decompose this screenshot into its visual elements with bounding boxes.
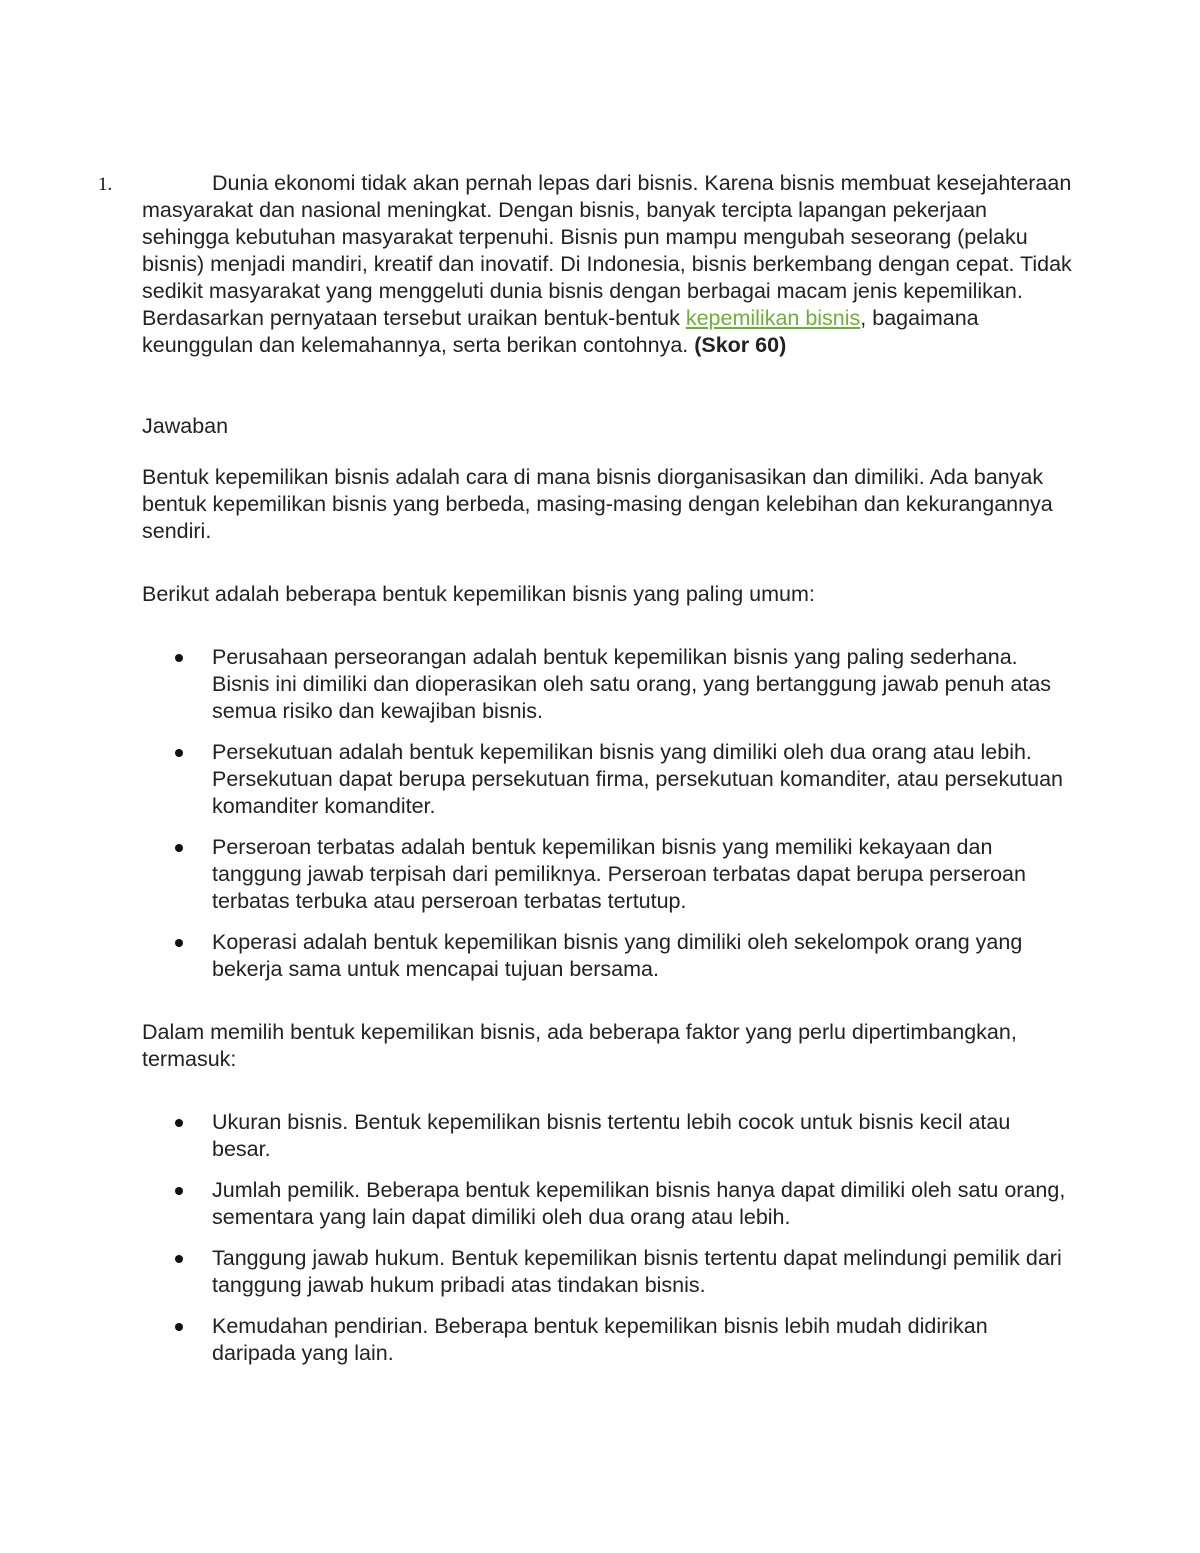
list-item: Perusahaan perseorangan adalah bentuk kepemilikan bisnis yang paling sederhana. Bisnis ini dimiliki dan dioperasikan oleh satu orang, yang bertanggung jawab penuh atas semua risiko dan kewajiban bisnis. bbox=[212, 644, 1072, 725]
ownership-forms-list bbox=[142, 644, 1072, 983]
question-number: 1. bbox=[98, 174, 113, 195]
list-item: Perseroan terbatas adalah bentuk kepemilikan bisnis yang memiliki kekayaan dan tanggung jawab terpisah dari pemiliknya. Perseroan terbatas dapat berupa perseroan terbatas terbuka atau perseroan terbatas tertutup. bbox=[212, 834, 1072, 915]
list-item: Koperasi adalah bentuk kepemilikan bisnis yang dimiliki oleh sekelompok orang yang bekerja sama untuk mencapai tujuan bersama. bbox=[212, 929, 1072, 983]
list-item: Persekutuan adalah bentuk kepemilikan bisnis yang dimiliki oleh dua orang atau lebih. Persekutuan dapat berupa persekutuan firma, persekutuan komanditer, atau persekutuan komanditer komanditer. bbox=[212, 739, 1072, 820]
list-item: Ukuran bisnis. Bentuk kepemilikan bisnis tertentu lebih cocok untuk bisnis kecil atau besar. bbox=[212, 1109, 1072, 1163]
list-item: Jumlah pemilik. Beberapa bentuk kepemilikan bisnis hanya dapat dimiliki oleh satu orang, sementara yang lain dapat dimiliki oleh dua orang atau lebih. bbox=[212, 1177, 1072, 1231]
answer-label: Jawaban bbox=[142, 414, 229, 438]
question-score: (Skor 60) bbox=[694, 333, 787, 357]
question-text-before-link: Dunia ekonomi tidak akan pernah lepas dari bisnis. Karena bisnis membuat kesejahteraan masyarakat dan nasional meningkat. Dengan bisnis, banyak tercipta lapangan pekerjaan sehingga kebutuhan masyarakat terpenuhi. Bisnis pun mampu mengubah seseorang (pelaku bisnis) menjadi mandiri, kreatif dan inovatif. Di Indonesia, bisnis berkembang dengan cepat. Tidak sedikit masyarakat yang menggeluti dunia bisnis dengan berbagai macam jenis kepemilikan. Berdasarkan pernyataan tersebut uraikan bentuk-bentuk bbox=[142, 171, 1072, 330]
list-item: Tanggung jawab hukum. Bentuk kepemilikan bisnis tertentu dapat melindungi pemilik dari tanggung jawab hukum pribadi atas tindakan bisnis. bbox=[212, 1245, 1072, 1299]
answer-paragraph-1: Bentuk kepemilikan bisnis adalah cara di mana bisnis diorganisasikan dan dimiliki. Ada banyak bentuk kepemilikan bisnis yang berbeda, masing-masing dengan kelebihan dan kekurangannya sendiri. bbox=[142, 465, 1053, 543]
question-text-after-link: , bagaimana keunggulan dan kelemahannya, serta berikan contohnya. bbox=[142, 306, 979, 357]
kepemilikan-bisnis-link[interactable]: kepemilikan bisnis bbox=[685, 306, 861, 330]
answer-paragraph-3: Dalam memilih bentuk kepemilikan bisnis, ada beberapa faktor yang perlu dipertimbangkan, termasuk: bbox=[142, 1020, 1017, 1071]
answer-paragraph-2: Berikut adalah beberapa bentuk kepemilikan bisnis yang paling umum: bbox=[142, 582, 815, 606]
selection-factors-list bbox=[142, 1109, 1072, 1367]
question-text bbox=[142, 170, 1072, 359]
answer-block bbox=[142, 413, 1072, 1381]
question-block bbox=[98, 170, 1072, 359]
list-item: Kemudahan pendirian. Beberapa bentuk kepemilikan bisnis lebih mudah didirikan daripada yang lain. bbox=[212, 1313, 1072, 1367]
